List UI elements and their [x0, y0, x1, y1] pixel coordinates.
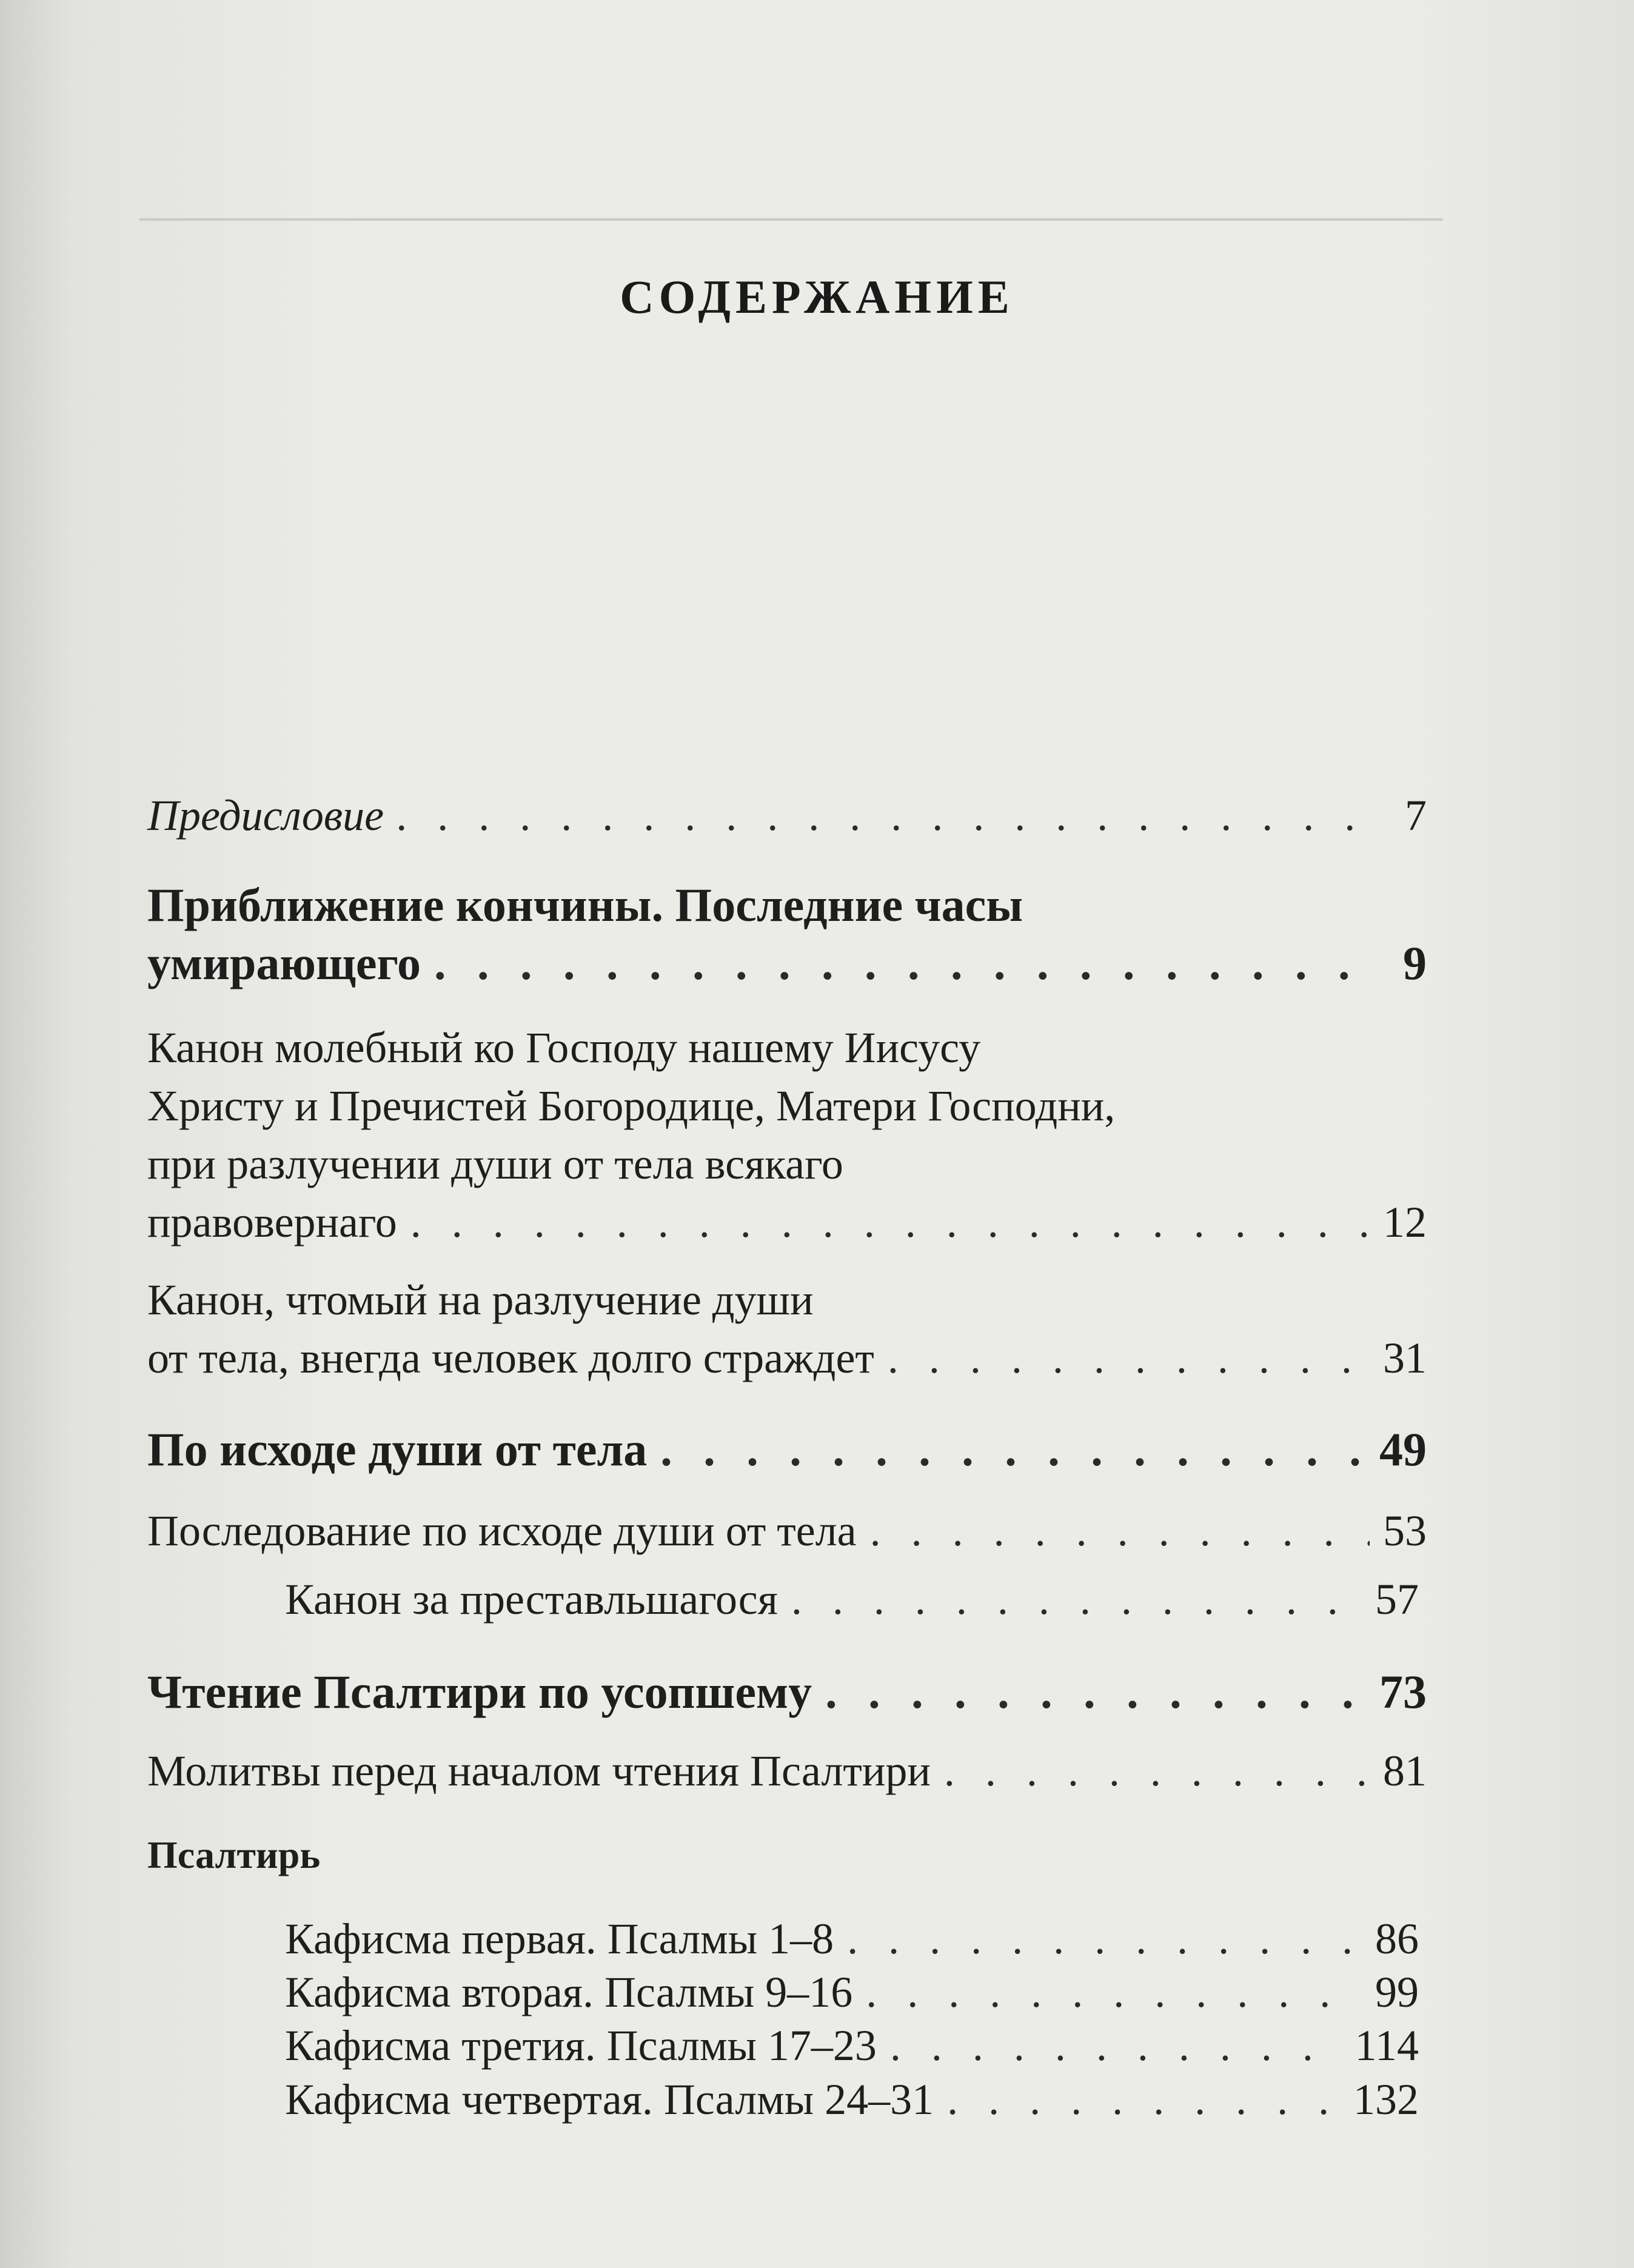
entry-title: правовернаго [147, 1198, 397, 1246]
entry-title: Чтение Псалтири по усопшему [147, 1665, 812, 1718]
page-number: 49 [1379, 1423, 1427, 1476]
toc-entry-psalter-reading[interactable] [147, 1663, 1427, 1721]
page-number: 57 [1375, 1575, 1419, 1624]
toc-section-psalter[interactable] [147, 1826, 1427, 1884]
dot-leader [825, 1663, 1366, 1721]
page-number: 53 [1383, 1507, 1427, 1555]
toc-entry-canon-moleben[interactable] [147, 1019, 1427, 1251]
page-number: 86 [1375, 1915, 1419, 1963]
page-number: 31 [1383, 1334, 1427, 1382]
entry-title: Молитвы перед началом чтения Псалтири [147, 1747, 931, 1795]
page-number: 12 [1383, 1198, 1427, 1246]
page-number: 9 [1403, 937, 1427, 989]
entry-title: Псалтирь [147, 1833, 321, 1876]
dot-leader [847, 1913, 1362, 1965]
toc-entry-kathisma-3[interactable] [285, 2019, 1419, 2072]
toc-entry-kathisma-4[interactable] [285, 2073, 1419, 2126]
toc-entry-kathisma-1[interactable] [285, 1913, 1419, 1965]
page-number: 114 [1354, 2021, 1419, 2070]
dot-leader [434, 934, 1377, 992]
entry-title: Канон за преставльшагося [285, 1575, 778, 1624]
page-number: 7 [1405, 791, 1427, 840]
dot-leader [890, 2019, 1342, 2072]
entry-title: По исходе души от тела [147, 1423, 648, 1476]
page-number: 99 [1375, 1968, 1419, 2016]
entry-title: Кафисма третия. Псалмы 17–23 [285, 2021, 877, 2070]
dot-leader [944, 1742, 1370, 1800]
toc-entry-approach-of-death[interactable] [147, 876, 1427, 992]
dot-leader [397, 786, 1377, 845]
toc-entry-canon-departed[interactable] [285, 1570, 1419, 1628]
entry-title: Кафисма вторая. Псалмы 9–16 [285, 1968, 853, 2016]
page-number: 132 [1353, 2075, 1419, 2124]
toc-heading: СОДЕРЖАНИЕ [620, 270, 1014, 323]
entry-title: от тела, внегда человек долго страждет [147, 1334, 874, 1382]
toc-entry-sequence-after-departure[interactable] [147, 1502, 1427, 1560]
dot-leader [660, 1420, 1366, 1479]
page-number: 81 [1383, 1747, 1427, 1795]
toc-entry-after-departure[interactable] [147, 1420, 1427, 1479]
entry-title: при разлучении души от тела всякаго [147, 1140, 843, 1188]
dot-leader [866, 1966, 1362, 2018]
entry-title: Канон, чтомый на разлучение души [147, 1276, 814, 1324]
dot-leader [791, 1570, 1362, 1628]
toc-entry-prayers-before-psalter[interactable] [147, 1742, 1427, 1800]
dot-leader [888, 1329, 1370, 1387]
entry-title: Кафисма четвертая. Псалмы 24–31 [285, 2075, 934, 2124]
entry-title-line [147, 876, 1427, 934]
bleed-through-text [139, 158, 1443, 703]
entry-title: Приближение кончины. Последние часы [147, 878, 1023, 931]
dot-leader [947, 2073, 1340, 2126]
page-number: 73 [1379, 1665, 1427, 1718]
toc-entry-canon-separation[interactable] [147, 1271, 1427, 1387]
entry-title: умирающего [147, 937, 421, 989]
dot-leader [410, 1193, 1370, 1251]
entry-title: Канон молебный ко Господу нашему Иисусу [147, 1023, 981, 1072]
entry-title: Кафисма первая. Псалмы 1–8 [285, 1915, 834, 1963]
entry-title: Христу и Пречистей Богородице, Матери Господни, [147, 1082, 1116, 1130]
toc-entry-preface[interactable] [147, 786, 1427, 845]
entry-title: Предисловие [147, 791, 384, 840]
toc-entry-kathisma-2[interactable] [285, 1966, 1419, 2018]
dot-leader [870, 1502, 1370, 1560]
entry-title: Последование по исходе души от тела [147, 1507, 857, 1555]
